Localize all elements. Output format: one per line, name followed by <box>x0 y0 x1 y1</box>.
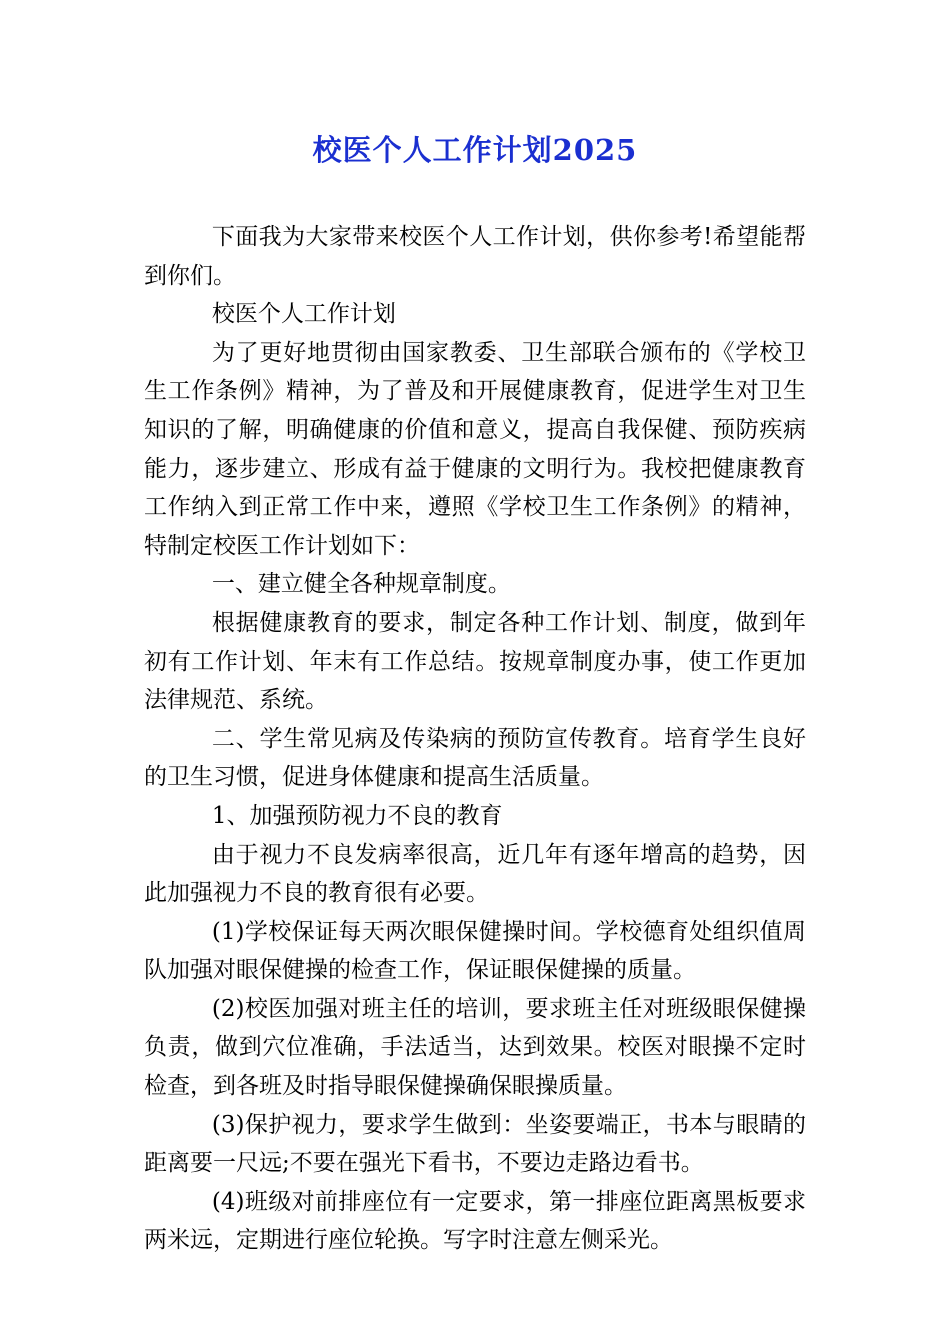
list-item-4: (4)班级对前排座位有一定要求，第一排座位距离黑板要求两米远，定期进行座位轮换。写字时注意左侧采光。 <box>144 1188 806 1254</box>
section-heading-2: 二、学生常见病及传染病的预防宣传教育。培育学生良好的卫生习惯，促进身体健康和提高生活质量。 <box>144 725 806 791</box>
paragraph-subtitle: 校医个人工作计划 <box>211 301 396 328</box>
document-title: 校医个人工作计划2025 <box>312 133 638 167</box>
list-item-2: (2)校医加强对班主任的培训，要求班主任对班级眼保健操负责，做到穴位准确，手法适当，达到效果。校医对眼操不定时检查，到各班及时指导眼保健操确保眼操质量。 <box>144 995 806 1100</box>
paragraph-rules: 根据健康教育的要求，制定各种工作计划、制度，做到年初有工作计划、年末有工作总结。按规章制度办事，使工作更加法律规范、系统。 <box>144 609 806 714</box>
list-item-1: (1)学校保证每天两次眼保健操时间。学校德育处组织值周队加强对眼保健操的检查工作，保证眼保健操的质量。 <box>144 918 806 984</box>
section-heading-1: 一、建立健全各种规章制度。 <box>211 571 511 598</box>
list-item-3: (3)保护视力，要求学生做到：坐姿要端正，书本与眼睛的距离要一尺远;不要在强光下看书，不要边走路边看书。 <box>144 1111 806 1177</box>
subsection-heading-vision: 1、加强预防视力不良的教育 <box>211 802 503 829</box>
document-body <box>144 218 806 1260</box>
paragraph-purpose: 为了更好地贯彻由国家教委、卫生部联合颁布的《学校卫生工作条例》精神，为了普及和开展健康教育，促进学生对卫生知识的了解，明确健康的价值和意义，提高自我保健、预防疾病能力，逐步建立、形成有益于健康的文明行为。我校把健康教育工作纳入到正常工作中来，遵照《学校卫生工作条例》的精神，特制定校医工作计划如下： <box>144 339 806 559</box>
paragraph-vision-reason: 由于视力不良发病率很高，近几年有逐年增高的趋势，因此加强视力不良的教育很有必要。 <box>144 841 806 907</box>
paragraph-intro: 下面我为大家带来校医个人工作计划，供你参考!希望能帮到你们。 <box>144 224 806 289</box>
